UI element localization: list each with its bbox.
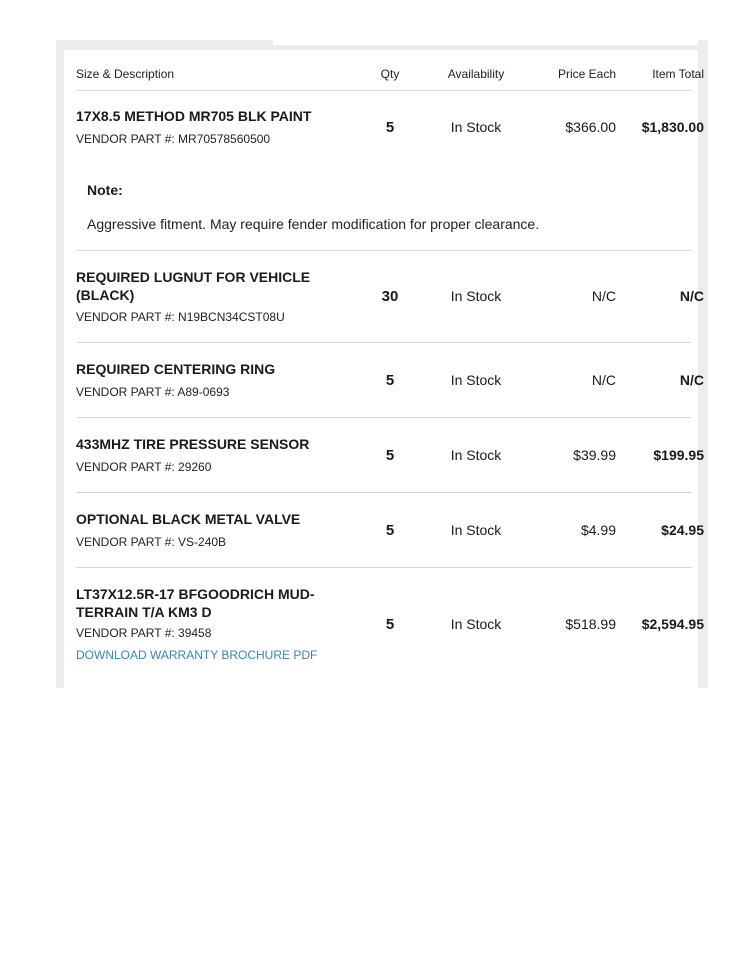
item-qty: 5 <box>385 119 395 136</box>
item-qty: 5 <box>385 616 395 633</box>
note-text: Aggressive fitment. May require fender modification for proper clearance. <box>87 216 540 232</box>
header-item-total: Item Total <box>652 67 704 81</box>
order-items-panel <box>64 50 704 688</box>
table-row <box>76 568 704 678</box>
item-total: N/C <box>679 288 704 304</box>
item-title: 17X8.5 METHOD MR705 BLK PAINT <box>76 108 312 124</box>
item-availability: In Stock <box>450 447 502 463</box>
item-price-each: $39.99 <box>573 447 616 463</box>
item-title-line: TERRAIN T/A KM3 D <box>76 604 212 620</box>
header-availability: Availability <box>447 67 505 81</box>
container-frame-left <box>56 40 64 688</box>
item-qty: 5 <box>385 522 395 539</box>
vendor-part-number: VENDOR PART #: A89-0693 <box>76 385 230 399</box>
item-total: $199.95 <box>653 447 704 463</box>
table-row <box>76 493 704 568</box>
item-availability: In Stock <box>450 372 502 388</box>
item-total: $2,594.95 <box>641 616 704 632</box>
item-price-each: $4.99 <box>580 522 616 538</box>
item-price-each: $518.99 <box>565 616 616 632</box>
item-price-each: N/C <box>591 372 616 388</box>
container-frame-notch <box>273 40 708 45</box>
vendor-part-number: VENDOR PART #: 29260 <box>76 460 212 474</box>
item-title-line: LT37X12.5R-17 BFGOODRICH MUD- <box>76 586 315 602</box>
item-availability: In Stock <box>450 288 502 304</box>
item-availability: In Stock <box>450 119 502 135</box>
item-total: N/C <box>679 372 704 388</box>
note-label: Note: <box>87 182 123 198</box>
item-price-each: $366.00 <box>565 119 616 135</box>
header-price-each: Price Each <box>557 67 616 81</box>
vendor-part-number: VENDOR PART #: MR70578560500 <box>76 132 271 146</box>
item-qty: 5 <box>385 372 395 389</box>
item-title-line: REQUIRED LUGNUT FOR VEHICLE <box>76 269 311 285</box>
table-header <box>76 60 704 91</box>
item-qty: 30 <box>381 288 399 305</box>
item-title: REQUIRED CENTERING RING <box>76 361 276 377</box>
table-row <box>76 343 704 418</box>
item-availability: In Stock <box>450 616 502 632</box>
item-total: $24.95 <box>661 522 704 538</box>
table-row <box>76 418 704 493</box>
item-title: OPTIONAL BLACK METAL VALVE <box>76 511 301 527</box>
download-warranty-brochure-link[interactable]: DOWNLOAD WARRANTY BROCHURE PDF <box>76 648 318 662</box>
vendor-part-number: VENDOR PART #: VS-240B <box>76 535 227 549</box>
header-qty: Qty <box>380 67 400 81</box>
item-title <box>76 268 336 304</box>
item-title: 433MHZ TIRE PRESSURE SENSOR <box>76 436 310 452</box>
container-frame-right <box>698 40 708 688</box>
header-description: Size & Description <box>76 67 175 81</box>
item-price-each: N/C <box>591 288 616 304</box>
table-row <box>76 251 704 343</box>
item-title-line: (BLACK) <box>76 287 135 303</box>
item-note <box>76 180 692 251</box>
table-row <box>76 90 704 180</box>
item-total: $1,830.00 <box>641 119 704 135</box>
vendor-part-number: VENDOR PART #: 39458 <box>76 626 212 640</box>
item-title <box>76 585 336 621</box>
item-availability: In Stock <box>450 522 502 538</box>
vendor-part-number: VENDOR PART #: N19BCN34CST08U <box>76 310 285 324</box>
item-qty: 5 <box>385 447 395 464</box>
